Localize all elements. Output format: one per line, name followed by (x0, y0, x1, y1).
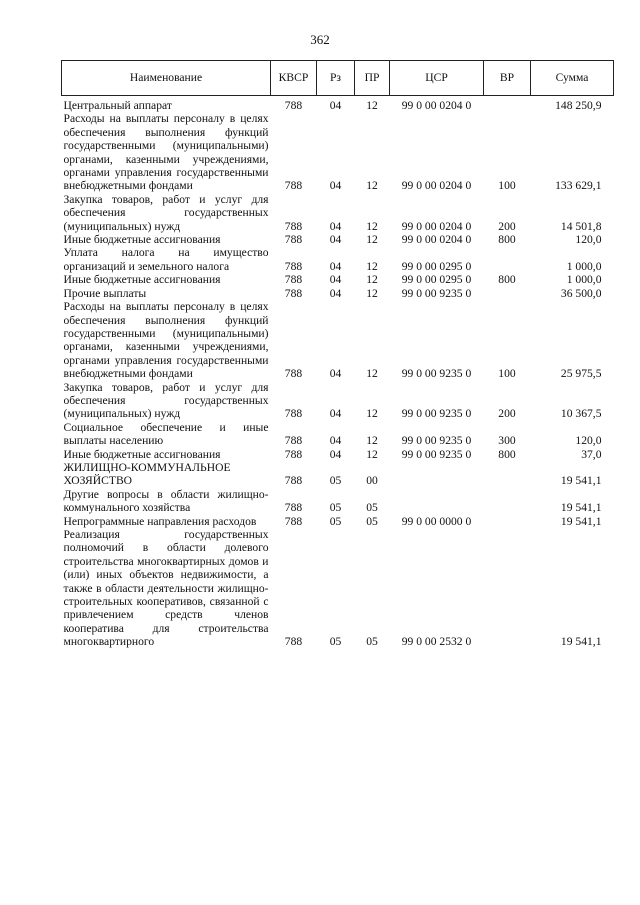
rz-cell: 04 (329, 434, 342, 448)
header-kvsr: КВСР (271, 61, 317, 96)
name-cell: Реализация государственных полномочий в области долевого строительства многоквартирных домов и (или) иных объектов недвижимости, а также в области деятельности жилищно-строительных кооперативов, связанной с привлечением средств членов кооператива для строительства многоквартирного (63, 528, 269, 649)
rz-cell: 04 (329, 233, 342, 247)
sum-cell: 120,0 (575, 233, 602, 247)
csr-cell: 99 0 00 0204 0 (401, 99, 472, 112)
sum-cell: 19 541,1 (560, 635, 602, 649)
table-row (62, 448, 614, 461)
name-cell: Прочие выплаты (63, 286, 147, 300)
pr-cell: 12 (366, 286, 378, 300)
pr-cell: 05 (366, 514, 378, 528)
rz-cell: 04 (329, 219, 342, 233)
vr-cell: 300 (498, 434, 516, 448)
vr-cell: 100 (498, 179, 516, 193)
table-row (62, 246, 614, 273)
pr-cell: 12 (366, 179, 378, 193)
csr-cell: 99 0 00 0204 0 (401, 233, 472, 247)
sum-cell: 1 000,0 (566, 273, 602, 287)
sum-cell: 10 367,5 (560, 407, 602, 421)
header-name: Наименование (62, 61, 271, 96)
vr-cell: 200 (498, 219, 516, 233)
rz-cell: 04 (329, 273, 342, 287)
pr-cell: 12 (366, 407, 378, 421)
csr-cell: 99 0 00 9235 0 (401, 434, 472, 448)
pr-cell: 12 (366, 367, 378, 381)
table-row (62, 515, 614, 528)
name-cell: Расходы на выплаты персоналу в целях обеспечения выполнения функций государственными (муниципальными) органами, казенными учреждениями, органами управления государственными внебюджетными фондами (63, 300, 269, 381)
vr-cell (484, 461, 531, 488)
rz-cell: 05 (329, 514, 342, 528)
name-cell: Иные бюджетные ассигнования (63, 447, 221, 461)
header-csr: ЦСР (390, 61, 484, 96)
pr-cell: 05 (366, 635, 378, 649)
pr-cell: 12 (366, 99, 378, 112)
table-row (62, 528, 614, 649)
kvsr-cell: 788 (284, 501, 303, 515)
name-cell: Непрограммные направления расходов (63, 514, 257, 528)
sum-cell: 19 541,1 (560, 474, 602, 488)
sum-cell: 25 975,5 (560, 367, 602, 381)
csr-cell: 99 0 00 9235 0 (401, 286, 472, 300)
rz-cell: 04 (329, 286, 342, 300)
pr-cell: 00 (366, 474, 378, 488)
table-row (62, 287, 614, 300)
rz-cell: 04 (329, 259, 342, 273)
kvsr-cell: 788 (284, 447, 303, 461)
name-cell: Другие вопросы в области жилищно-коммунального хозяйства (63, 487, 269, 515)
name-cell: Центральный аппарат (63, 99, 172, 112)
csr-cell: 99 0 00 9235 0 (401, 447, 472, 461)
kvsr-cell: 788 (284, 99, 303, 112)
rz-cell: 04 (329, 367, 342, 381)
rz-cell: 04 (329, 407, 342, 421)
sum-cell: 14 501,8 (560, 219, 602, 233)
kvsr-cell: 788 (284, 514, 303, 528)
vr-cell: 800 (498, 233, 516, 247)
name-cell: Иные бюджетные ассигнования (63, 233, 221, 247)
pr-cell: 12 (366, 259, 378, 273)
rz-cell: 05 (329, 501, 342, 515)
kvsr-cell: 788 (284, 233, 303, 247)
kvsr-cell: 788 (284, 474, 303, 488)
sum-cell: 120,0 (575, 434, 602, 448)
sum-cell: 37,0 (581, 447, 602, 461)
csr-cell: 99 0 00 9235 0 (401, 407, 472, 421)
pr-cell: 12 (366, 219, 378, 233)
name-cell: ЖИЛИЩНО-КОММУНАЛЬНОЕ ХОЗЯЙСТВО (63, 460, 231, 488)
table-row (62, 96, 614, 113)
header-sum: Сумма (531, 61, 614, 96)
sum-cell: 1 000,0 (566, 259, 602, 273)
kvsr-cell: 788 (284, 434, 303, 448)
pr-cell: 12 (366, 233, 378, 247)
kvsr-cell: 788 (284, 219, 303, 233)
vr-cell (484, 96, 531, 113)
kvsr-cell: 788 (284, 286, 303, 300)
name-cell: Социальное обеспечение и иные выплаты населению (63, 420, 269, 448)
kvsr-cell: 788 (284, 407, 303, 421)
vr-cell (484, 287, 531, 300)
budget-table (61, 60, 614, 649)
kvsr-cell: 788 (284, 635, 303, 649)
name-cell: Иные бюджетные ассигнования (63, 273, 221, 287)
sum-cell: 19 541,1 (560, 501, 602, 515)
vr-cell: 800 (498, 447, 516, 461)
table-row (62, 233, 614, 246)
name-cell: Уплата налога на имущество организаций и земельного налога (63, 246, 269, 273)
table-body (62, 96, 614, 649)
csr-cell: 99 0 00 0000 0 (401, 514, 472, 528)
csr-cell (390, 488, 484, 515)
name-cell: Расходы на выплаты персоналу в целях обеспечения выполнения функций государственными (муниципальными) органами, казенными учреждениями, органами управления государственными внебюджетными фондами (63, 112, 269, 193)
sum-cell: 36 500,0 (560, 286, 602, 300)
table-row (62, 300, 614, 380)
rz-cell: 05 (329, 474, 342, 488)
page-number: 362 (310, 32, 330, 47)
table-row (62, 381, 614, 421)
vr-cell (484, 515, 531, 528)
name-cell: Закупка товаров, работ и услуг для обеспечения государственных (муниципальных) нужд (63, 192, 269, 233)
table-row (62, 193, 614, 233)
table-row (62, 488, 614, 515)
header-vr: ВР (484, 61, 531, 96)
vr-cell (484, 528, 531, 649)
sum-cell: 148 250,9 (555, 99, 602, 112)
table-row (62, 112, 614, 192)
rz-cell: 04 (329, 179, 342, 193)
vr-cell: 100 (498, 367, 516, 381)
vr-cell: 800 (498, 273, 516, 287)
csr-cell (390, 461, 484, 488)
pr-cell: 12 (366, 273, 378, 287)
csr-cell: 99 0 00 0295 0 (401, 259, 472, 273)
rz-cell: 04 (329, 447, 342, 461)
vr-cell (484, 246, 531, 273)
kvsr-cell: 788 (284, 259, 303, 273)
header-rz: Рз (317, 61, 355, 96)
table-row (62, 421, 614, 448)
kvsr-cell: 788 (284, 179, 303, 193)
csr-cell: 99 0 00 0204 0 (401, 179, 472, 193)
csr-cell: 99 0 00 9235 0 (401, 367, 472, 381)
pr-cell: 12 (366, 434, 378, 448)
sum-cell: 133 629,1 (555, 179, 602, 193)
table-header-row (62, 61, 614, 96)
name-cell: Закупка товаров, работ и услуг для обеспечения государственных (муниципальных) нужд (63, 380, 269, 421)
pr-cell: 12 (366, 447, 378, 461)
rz-cell: 04 (329, 99, 342, 112)
rz-cell: 05 (329, 635, 342, 649)
table-row (62, 461, 614, 488)
sum-cell: 19 541,1 (560, 514, 602, 528)
vr-cell: 200 (498, 407, 516, 421)
table-row (62, 273, 614, 286)
kvsr-cell: 788 (284, 367, 303, 381)
csr-cell: 99 0 00 0204 0 (401, 219, 472, 233)
csr-cell: 99 0 00 0295 0 (401, 273, 472, 287)
pr-cell: 05 (366, 501, 378, 515)
csr-cell: 99 0 00 2532 0 (401, 635, 472, 649)
header-pr: ПР (355, 61, 390, 96)
kvsr-cell: 788 (284, 273, 303, 287)
vr-cell (484, 488, 531, 515)
